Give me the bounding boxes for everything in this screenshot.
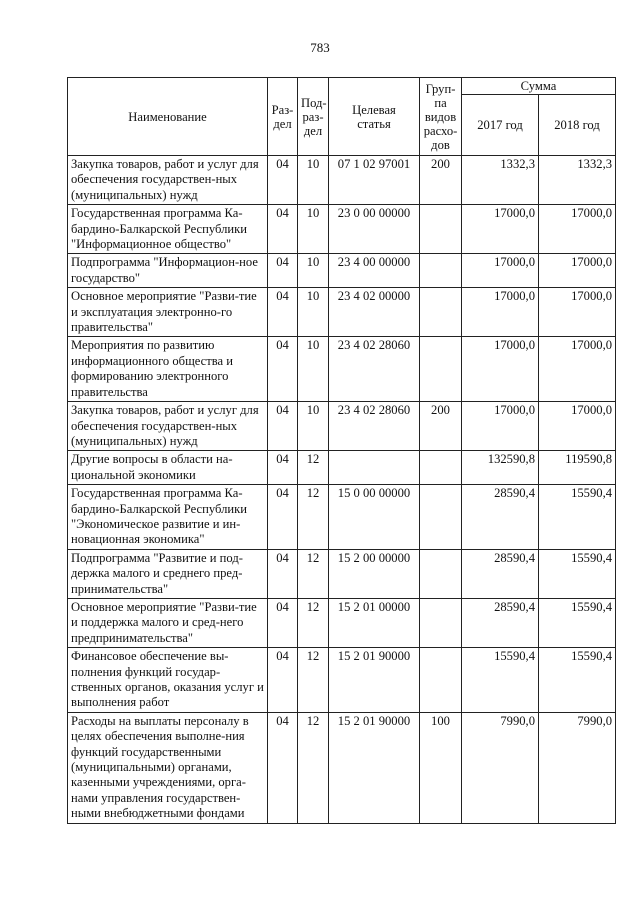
row-2017-cell: 7990,0 (462, 712, 539, 823)
row-2018-cell: 17000,0 (539, 402, 616, 451)
table-row (68, 254, 616, 288)
row-section-cell: 04 (268, 549, 298, 598)
row-section-cell: 04 (268, 254, 298, 288)
row-name-cell: Основное мероприятие "Разви-тие и поддержка малого и сред-него предпринимательства" (68, 598, 268, 647)
row-2017-cell: 17000,0 (462, 254, 539, 288)
budget-table (67, 77, 616, 824)
header-target: Целевая статья (329, 78, 420, 156)
table-row (68, 485, 616, 550)
row-2018-cell: 17000,0 (539, 254, 616, 288)
row-group-cell (420, 254, 462, 288)
row-2017-cell: 28590,4 (462, 485, 539, 550)
row-subsection-cell: 12 (298, 712, 329, 823)
table-row (68, 402, 616, 451)
row-group-cell (420, 648, 462, 713)
row-subsection-cell: 12 (298, 648, 329, 713)
row-name-cell: Закупка товаров, работ и услуг для обеспечения государствен-ных (муниципальных) нужд (68, 156, 268, 205)
row-name-cell: Государственная программа Ка-бардино-Балкарской Республики "Информационное общество" (68, 205, 268, 254)
row-group-cell (420, 598, 462, 647)
row-subsection-cell: 10 (298, 288, 329, 337)
row-target-cell: 23 4 00 00000 (329, 254, 420, 288)
row-2017-cell: 28590,4 (462, 598, 539, 647)
table-row (68, 648, 616, 713)
row-2018-cell: 7990,0 (539, 712, 616, 823)
table-row (68, 549, 616, 598)
row-subsection-cell: 12 (298, 549, 329, 598)
page-number: 783 (310, 40, 330, 55)
header-name: Наименование (68, 78, 268, 156)
row-2018-cell: 17000,0 (539, 205, 616, 254)
row-section-cell: 04 (268, 648, 298, 713)
row-section-cell: 04 (268, 205, 298, 254)
table-row (68, 205, 616, 254)
row-name-cell: Основное мероприятие "Разви-тие и эксплуатация электронно-го правительства" (68, 288, 268, 337)
row-2018-cell: 15590,4 (539, 648, 616, 713)
row-2018-cell: 119590,8 (539, 451, 616, 485)
row-group-cell (420, 451, 462, 485)
row-2017-cell: 132590,8 (462, 451, 539, 485)
row-name-cell: Государственная программа Ка-бардино-Балкарской Республики "Экономическое развитие и ин-новационная экономика" (68, 485, 268, 550)
row-group-cell (420, 337, 462, 402)
row-target-cell: 15 2 01 00000 (329, 598, 420, 647)
row-subsection-cell: 10 (298, 402, 329, 451)
row-section-cell: 04 (268, 598, 298, 647)
row-target-cell: 23 4 02 28060 (329, 402, 420, 451)
row-name-cell: Закупка товаров, работ и услуг для обеспечения государствен-ных (муниципальных) нужд (68, 402, 268, 451)
row-subsection-cell: 12 (298, 598, 329, 647)
row-2018-cell: 15590,4 (539, 485, 616, 550)
table-row (68, 337, 616, 402)
row-2018-cell: 1332,3 (539, 156, 616, 205)
row-section-cell: 04 (268, 712, 298, 823)
row-2018-cell: 17000,0 (539, 337, 616, 402)
row-section-cell: 04 (268, 288, 298, 337)
header-sum: Сумма (462, 78, 616, 95)
row-2018-cell: 17000,0 (539, 288, 616, 337)
row-target-cell: 15 2 00 00000 (329, 549, 420, 598)
row-name-cell: Мероприятия по развитию информационного общества и формированию электронного правительства (68, 337, 268, 402)
row-name-cell: Финансовое обеспечение вы-полнения функций государ-ственных органов, оказания услуг и выполнения работ (68, 648, 268, 713)
row-subsection-cell: 12 (298, 485, 329, 550)
row-group-cell: 200 (420, 402, 462, 451)
row-section-cell: 04 (268, 485, 298, 550)
row-2017-cell: 17000,0 (462, 337, 539, 402)
row-subsection-cell: 10 (298, 205, 329, 254)
row-name-cell: Подпрограмма "Информацион-ное государство" (68, 254, 268, 288)
row-section-cell: 04 (268, 451, 298, 485)
row-subsection-cell: 10 (298, 254, 329, 288)
row-2018-cell: 15590,4 (539, 598, 616, 647)
row-target-cell: 15 2 01 90000 (329, 712, 420, 823)
row-section-cell: 04 (268, 402, 298, 451)
row-section-cell: 04 (268, 156, 298, 205)
row-target-cell: 23 4 02 00000 (329, 288, 420, 337)
table-row (68, 598, 616, 647)
table-row (68, 712, 616, 823)
header-year-2017: 2017 год (462, 95, 539, 156)
row-name-cell: Другие вопросы в области на-циональной экономики (68, 451, 268, 485)
row-group-cell (420, 549, 462, 598)
row-target-cell: 15 0 00 00000 (329, 485, 420, 550)
row-2017-cell: 15590,4 (462, 648, 539, 713)
row-2017-cell: 1332,3 (462, 156, 539, 205)
row-name-cell: Подпрограмма "Развитие и под-держка малого и среднего пред-принимательства" (68, 549, 268, 598)
row-2018-cell: 15590,4 (539, 549, 616, 598)
row-2017-cell: 17000,0 (462, 288, 539, 337)
row-group-cell (420, 485, 462, 550)
table-row (68, 451, 616, 485)
table-row (68, 156, 616, 205)
row-2017-cell: 28590,4 (462, 549, 539, 598)
row-group-cell: 200 (420, 156, 462, 205)
row-target-cell (329, 451, 420, 485)
row-2017-cell: 17000,0 (462, 402, 539, 451)
table-row (68, 288, 616, 337)
row-target-cell: 15 2 01 90000 (329, 648, 420, 713)
row-group-cell (420, 205, 462, 254)
row-target-cell: 23 4 02 28060 (329, 337, 420, 402)
row-subsection-cell: 10 (298, 337, 329, 402)
row-subsection-cell: 10 (298, 156, 329, 205)
row-group-cell (420, 288, 462, 337)
row-2017-cell: 17000,0 (462, 205, 539, 254)
row-subsection-cell: 12 (298, 451, 329, 485)
row-target-cell: 07 1 02 97001 (329, 156, 420, 205)
header-year-2018: 2018 год (539, 95, 616, 156)
header-section: Раз- дел (268, 78, 298, 156)
header-subsection: Под- раз- дел (298, 78, 329, 156)
row-name-cell: Расходы на выплаты персоналу в целях обеспечения выполне-ния функций государственными (муниципальными) органами, казенными учреждениями, орга-нами управления государствен-ными внебюджетными фондами (68, 712, 268, 823)
row-target-cell: 23 0 00 00000 (329, 205, 420, 254)
header-group: Груп- па видов расхо- дов (420, 78, 462, 156)
row-group-cell: 100 (420, 712, 462, 823)
row-section-cell: 04 (268, 337, 298, 402)
